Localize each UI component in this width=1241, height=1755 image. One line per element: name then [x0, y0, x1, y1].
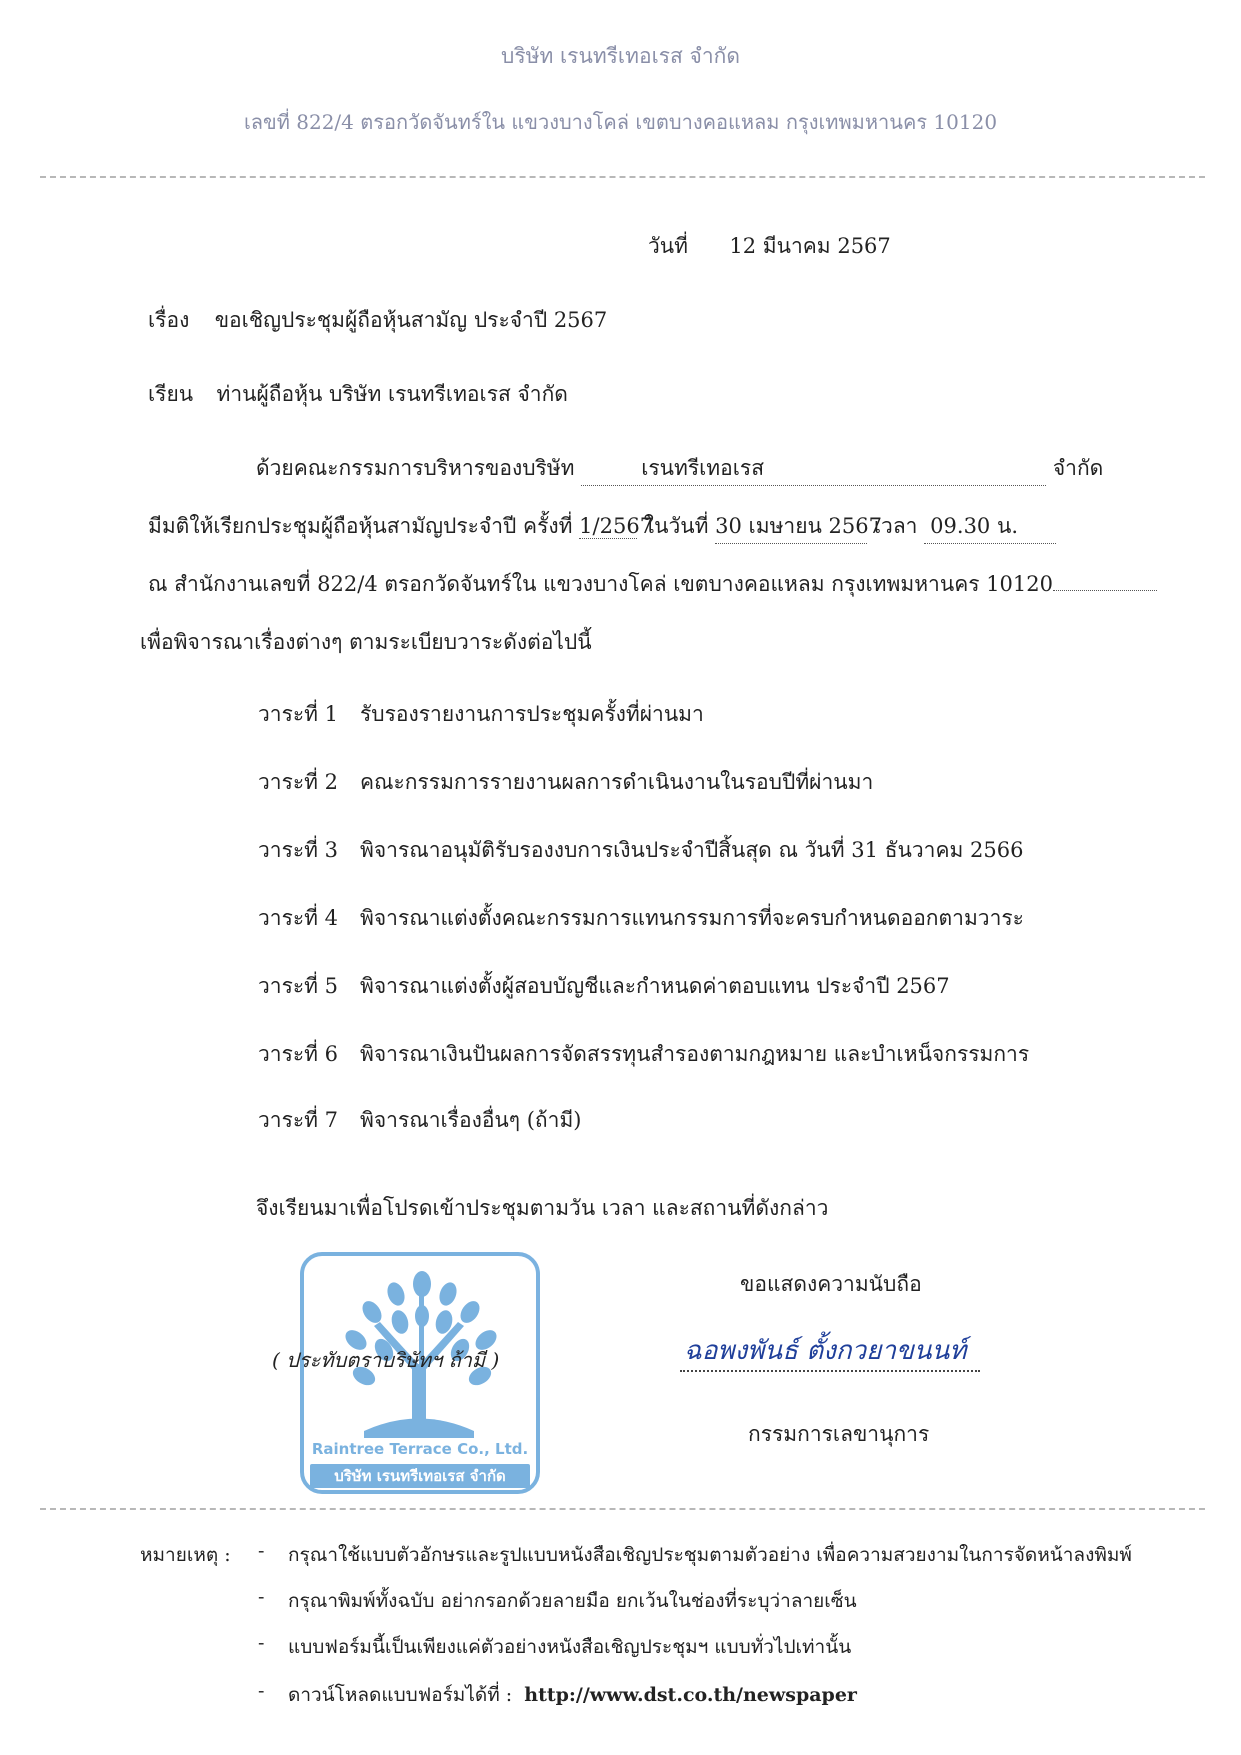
download-label: ดาวน์โหลดแบบฟอร์มได้ที่ : — [288, 1684, 513, 1706]
agenda-item-4-label: วาระที่ 4 — [258, 906, 339, 930]
recipient-label: เรียน — [148, 382, 194, 406]
note-3: แบบฟอร์มนี้เป็นเพียงแค่ตัวอย่างหนังสือเชิญประชุมฯ แบบทั่วไปเท่านั้น — [288, 1636, 852, 1658]
body-line-2 — [148, 510, 1056, 544]
company-address: เลขที่ 822/4 ตรอกวัดจันทร์ใน แขวงบางโคล่ เขตบางคอแหลม กรุงเทพมหานคร 10120 — [243, 110, 998, 134]
agenda-item-3-label: วาระที่ 3 — [258, 838, 339, 862]
agenda-item-2-label: วาระที่ 2 — [258, 770, 339, 794]
meeting-date-label: ในวันที่ — [643, 514, 709, 538]
agenda-item-6-text: พิจารณาเงินปันผลการจัดสรรทุนสำรองตามกฎหมาย และบำเหน็จกรรมการ — [360, 1042, 1030, 1066]
note-1-bullet: - — [258, 1540, 265, 1562]
agenda-item-2-text: คณะกรรมการรายงานผลการดำเนินงานในรอบปีที่ผ่านมา — [360, 770, 874, 794]
regards-text: ขอแสดงความนับถือ — [740, 1272, 922, 1296]
signature — [680, 1326, 980, 1372]
agenda-item-5-label: วาระที่ 5 — [258, 974, 339, 998]
closing-sentence: จึงเรียนมาเพื่อโปรดเข้าประชุมตามวัน เวลา และสถานที่ดังกล่าว — [256, 1196, 829, 1220]
recipient-line — [148, 378, 568, 411]
subject-text: ขอเชิญประชุมผู้ถือหุ้นสามัญ ประจำปี 2567 — [214, 308, 608, 332]
agenda-item-1-text: รับรองรายงานการประชุมครั้งที่ผ่านมา — [360, 702, 704, 726]
body-line-3 — [148, 568, 1157, 601]
agenda-item-3-text: พิจารณาอนุมัติรับรองงบการเงินประจำปีสิ้นสุด ณ วันที่ 31 ธันวาคม 2566 — [360, 838, 1024, 862]
header-divider — [40, 176, 1205, 178]
note-2: กรุณาพิมพ์ทั้งฉบับ อย่ากรอกด้วยลายมือ ยกเว้นในช่องที่ระบุว่าลายเซ็น — [288, 1590, 857, 1612]
date-line — [648, 230, 891, 263]
signature-handwriting: ฉอพงพันธ์ ตั้งกวยาขนนท์ — [684, 1336, 967, 1366]
date-value: 12 มีนาคม 2567 — [729, 234, 891, 258]
agenda-item-7-text: พิจารณาเรื่องอื่นๆ (ถ้ามี) — [360, 1108, 582, 1132]
notes-divider — [40, 1508, 1205, 1510]
subject-line — [148, 304, 607, 337]
body-line-1 — [256, 452, 1103, 486]
stamp-caption: ( ประทับตราบริษัทฯ ถ้ามี ) — [272, 1348, 500, 1372]
agenda-item-6-label: วาระที่ 6 — [258, 1042, 339, 1066]
body-line-1-suffix: จำกัด — [1052, 456, 1104, 480]
company-header: บริษัท เรนทรีเทอเรส จำกัด — [501, 44, 740, 68]
location-fill-line — [1053, 590, 1157, 591]
notes-label: หมายเหตุ : — [140, 1544, 231, 1566]
note-1: กรุณาใช้แบบตัวอักษรและรูปแบบหนังสือเชิญประชุมตามตัวอย่าง เพื่อความสวยงามในการจัดหน้าลงพิมพ์ — [288, 1544, 1132, 1566]
note-3-bullet: - — [258, 1632, 265, 1654]
body-line-4: เพื่อพิจารณาเรื่องต่างๆ ตามระเบียบวาระดังต่อไปนี้ — [140, 630, 592, 654]
note-download — [288, 1680, 857, 1710]
download-link[interactable]: http://www.dst.co.th/newspaper — [524, 1684, 857, 1706]
meeting-date-field: 30 เมษายน 2567 — [715, 510, 867, 544]
body-line-2-prefix: มีมติให้เรียกประชุมผู้ถือหุ้นสามัญประจำปี ครั้งที่ — [148, 514, 573, 538]
note-4-bullet: - — [258, 1680, 265, 1702]
stamp-english-name: Raintree Terrace Co., Ltd. — [311, 1440, 529, 1458]
agenda-item-4-text: พิจารณาแต่งตั้งคณะกรรมการแทนกรรมการที่จะครบกำหนดออกตามวาระ — [360, 906, 1024, 930]
signer-title: กรรมการเลขานุการ — [748, 1422, 930, 1446]
company-name-field: เรนทรีเทอเรส — [581, 452, 1046, 486]
meeting-time-label: เวลา — [873, 514, 918, 538]
meeting-time-field: 09.30 น. — [924, 510, 1056, 544]
meeting-location: ณ สำนักงานเลขที่ 822/4 ตรอกวัดจันทร์ใน แขวงบางโคล่ เขตบางคอแหลม กรุงเทพมหานคร 10120 — [148, 572, 1053, 596]
agenda-item-5-text: พิจารณาแต่งตั้งผู้สอบบัญชีและกำหนดค่าตอบแทน ประจำปี 2567 — [360, 974, 950, 998]
stamp-thai-name: บริษัท เรนทรีเทอเรส จำกัด — [310, 1464, 530, 1488]
agenda-item-7-label: วาระที่ 7 — [258, 1108, 339, 1132]
recipient-text: ท่านผู้ถือหุ้น บริษัท เรนทรีเทอเรส จำกัด — [216, 382, 568, 406]
meeting-number-field: 1/2567 — [579, 514, 654, 538]
date-label: วันที่ — [648, 234, 688, 258]
subject-label: เรื่อง — [148, 308, 190, 332]
body-line-1-prefix: ด้วยคณะกรรมการบริหารของบริษัท — [256, 456, 575, 480]
note-2-bullet: - — [258, 1586, 265, 1608]
agenda-item-1-label: วาระที่ 1 — [258, 702, 339, 726]
